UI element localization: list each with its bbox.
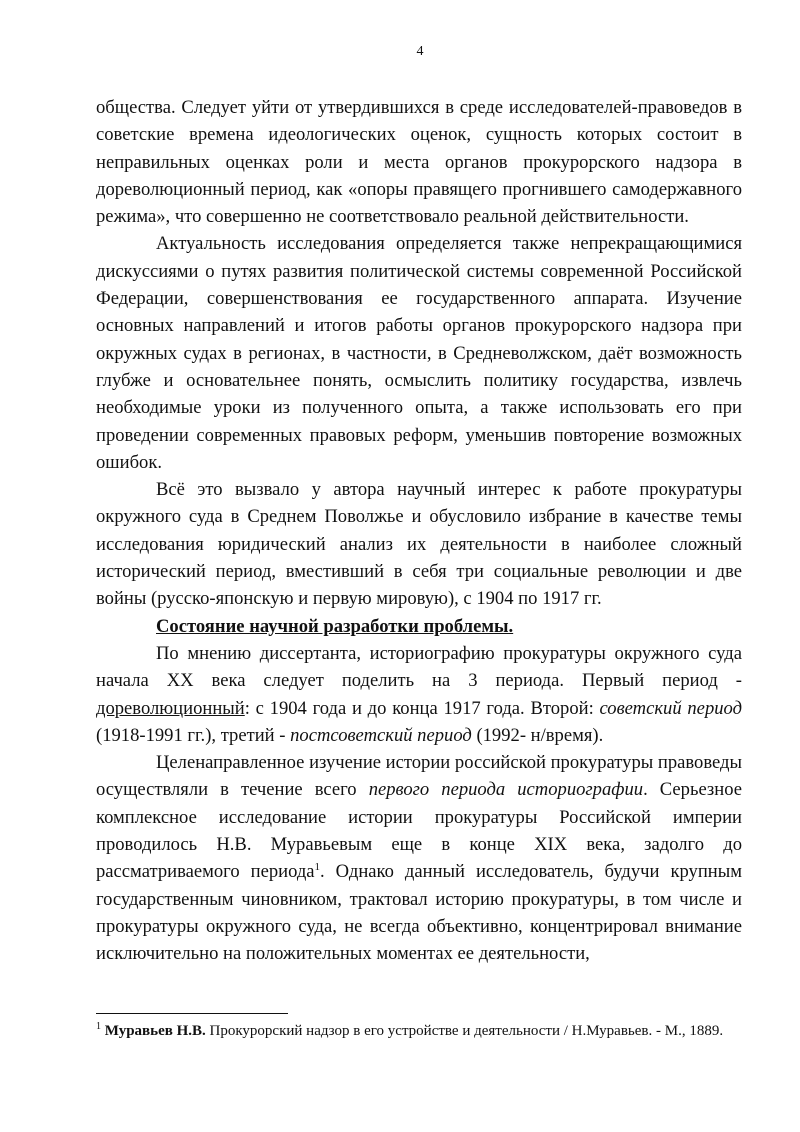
section-heading-period: . — [508, 615, 514, 637]
page-number: 4 — [416, 44, 424, 59]
italic-term: постсоветский период — [290, 724, 472, 746]
section-heading — [96, 613, 742, 640]
italic-term: советский период — [599, 697, 742, 719]
paragraph-historiography-periods — [96, 640, 742, 749]
italic-term: первого периода историографии — [368, 779, 644, 801]
text-run: Целенаправленное изучение истории российской прокуратуры правоведы осуществляли в течение всего — [96, 752, 742, 801]
text-run: (1918-1991 гг.), третий - — [96, 724, 291, 746]
footnote-marker: 1 — [96, 1021, 101, 1032]
text-run: . Однако данный исследователь, будучи крупным государственным чиновником, трактовал историю прокуратуры, в том числе и прокуратуры окружного суда, не всегда объективно, концентрировал внимание исключительно на положительных моментах ее деятельности, — [96, 861, 743, 965]
footnote — [96, 1022, 756, 1040]
underlined-term: дореволюционный — [96, 697, 245, 719]
footnote-separator — [96, 1013, 288, 1014]
page-body — [96, 94, 742, 968]
text-run: (1992- н/время). — [471, 724, 604, 746]
paragraph-continuation: общества. Следует уйти от утвердившихся в среде исследователей-правоведов в советские времена идеологических оценок, сущность которых состоит в неправильных оценках роли и места органов прокурорского надзора в дореволюционный период, как «опоры правящего прогнившего самодержавного режима», что совершенно не соответствовало реальной действительности. — [96, 97, 742, 228]
paragraph-first-period — [96, 749, 742, 967]
footnote-author: Муравьев Н.В. — [104, 1023, 206, 1039]
section-heading-text: Состояние научной разработки проблемы — [156, 615, 509, 637]
text-run: . Серьезное комплексное исследование истории прокуратуры Российской империи проводилось Н.В. Муравьевым еще в конце XIX века, задолго до рассматриваемого периода — [96, 779, 742, 883]
text-run: По мнению диссертанта, историографию прокуратуры окружного суда начала XX века следует поделить на 3 периода. Первый период - — [96, 642, 742, 692]
footnote-reference[interactable]: 1 — [314, 861, 321, 874]
text-run: : с 1904 года и до конца 1917 года. Второй: — [244, 697, 600, 719]
paragraph-relevance: Актуальность исследования определяется также непрекращающимися дискуссиями о путях развития политической системы современной Российской Федерации, совершенствования ее государственного аппарата. Изучение основных направлений и итогов работы органов прокурорского надзора при окружных судах в регионах, в частности, в Средневолжском, даёт возможность глубже и основательнее понять, осмыслить политику государства, извлечь необходимые уроки из полученного опыта, а также использовать его при проведении современных правовых реформ, уменьшив повторение возможных ошибок. — [96, 233, 742, 473]
footnote-text: Прокурорский надзор в его устройстве и деятельности / Н.Муравьев. - М., 1889. — [205, 1023, 724, 1039]
paragraph-author-interest: Всё это вызвало у автора научный интерес к работе прокуратуры окружного суда в Среднем Поволжье и обусловило избрание в качестве темы исследования юридический анализ их деятельности в наиболее сложный исторический период, вместивший в себя три социальные революции и две войны (русско-японскую и первую мировую), с 1904 по 1917 гг. — [96, 479, 742, 610]
